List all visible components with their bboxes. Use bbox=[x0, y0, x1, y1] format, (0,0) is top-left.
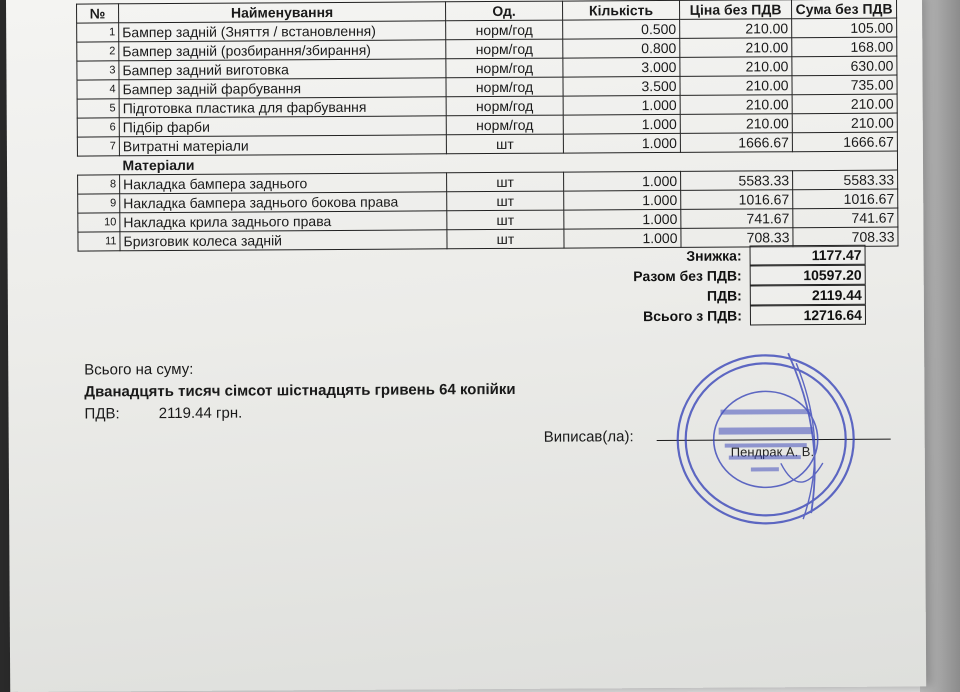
row-number: 2 bbox=[77, 42, 119, 61]
item-name: Накладка крила заднього права bbox=[120, 211, 447, 232]
item-sum: 210.00 bbox=[792, 94, 897, 114]
row-number: 9 bbox=[78, 194, 120, 213]
item-quantity: 0.800 bbox=[563, 38, 680, 58]
item-price: 210.00 bbox=[680, 114, 792, 134]
total-in-words: Дванадцять тисяч сімсот шістнадцять гривень 64 копійки bbox=[84, 380, 516, 401]
issued-by-label: Виписав(ла): bbox=[543, 428, 634, 446]
invoice-table bbox=[76, 0, 898, 252]
vat-summary-label: ПДВ: bbox=[84, 405, 120, 423]
item-name: Бампер задній фарбування bbox=[119, 78, 446, 99]
item-sum: 1016.67 bbox=[793, 189, 898, 209]
item-price: 210.00 bbox=[680, 95, 792, 115]
row-number: 6 bbox=[77, 118, 119, 137]
item-price: 741.67 bbox=[681, 209, 793, 229]
item-price: 1016.67 bbox=[681, 190, 793, 210]
row-number: 1 bbox=[77, 23, 119, 42]
discount-label: Знижка: bbox=[686, 247, 742, 264]
header-name: Найменування bbox=[119, 2, 446, 23]
item-price: 210.00 bbox=[680, 19, 792, 39]
header-unit: Од. bbox=[446, 1, 563, 21]
gross-total-label: Всього з ПДВ: bbox=[643, 307, 742, 325]
net-total-label: Разом без ПДВ: bbox=[633, 267, 742, 285]
invoice-sheet bbox=[6, 0, 926, 692]
item-sum: 210.00 bbox=[792, 113, 897, 133]
item-quantity: 1.000 bbox=[564, 190, 681, 210]
item-unit: норм/год bbox=[446, 115, 563, 135]
item-price: 210.00 bbox=[680, 57, 792, 77]
signer-name: Пендрак А. В. bbox=[730, 444, 815, 460]
section-spacer bbox=[792, 151, 897, 171]
header-sum: Сума без ПДВ bbox=[792, 0, 897, 19]
item-sum: 105.00 bbox=[792, 18, 897, 38]
item-name: Підготовка пластика для фарбування bbox=[119, 97, 446, 118]
section-spacer bbox=[446, 152, 792, 173]
totals-block bbox=[633, 245, 866, 326]
item-quantity: 3.000 bbox=[563, 57, 680, 77]
item-quantity: 1.000 bbox=[564, 228, 681, 248]
total-sum-label: Всього на суму: bbox=[84, 360, 194, 379]
item-unit: норм/год bbox=[446, 58, 563, 78]
item-unit: норм/год bbox=[446, 96, 563, 116]
gross-total-value: 12716.64 bbox=[750, 305, 866, 326]
item-sum: 708.33 bbox=[793, 227, 898, 247]
vat-row bbox=[633, 285, 866, 306]
item-name: Витратні матеріали bbox=[119, 135, 446, 156]
item-name: Накладка бампера заднього бокова права bbox=[120, 192, 447, 213]
net-total-value: 10597.20 bbox=[750, 265, 866, 286]
item-unit: шт bbox=[447, 172, 564, 192]
item-unit: норм/год bbox=[446, 39, 563, 59]
item-name: Бампер задний виготовка bbox=[119, 59, 446, 80]
section-spacer bbox=[77, 156, 119, 175]
item-unit: норм/год bbox=[446, 77, 563, 97]
row-number: 4 bbox=[77, 80, 119, 99]
desk-right-edge bbox=[920, 0, 960, 692]
item-sum: 630.00 bbox=[792, 56, 897, 76]
item-sum: 735.00 bbox=[792, 75, 897, 95]
vat-label: ПДВ: bbox=[706, 287, 742, 304]
item-quantity: 1.000 bbox=[563, 114, 680, 134]
discount-value: 1177.47 bbox=[750, 245, 866, 266]
discount-row bbox=[633, 245, 866, 266]
item-name: Бампер задній (Зняття / встановлення) bbox=[119, 21, 446, 42]
gross-total-row bbox=[633, 305, 866, 326]
item-sum: 741.67 bbox=[793, 208, 898, 228]
item-unit: шт bbox=[447, 229, 564, 249]
row-number: 7 bbox=[77, 137, 119, 156]
item-sum: 1666.67 bbox=[792, 132, 897, 152]
item-unit: шт bbox=[447, 191, 564, 211]
item-quantity: 3.500 bbox=[563, 76, 680, 96]
item-quantity: 1.000 bbox=[563, 133, 680, 153]
materials-section-label: Матеріали bbox=[122, 156, 195, 173]
item-quantity: 0.500 bbox=[563, 19, 680, 39]
item-unit: шт bbox=[446, 134, 563, 154]
row-number: 10 bbox=[78, 213, 120, 232]
vat-summary-amount: 2119.44 грн. bbox=[158, 404, 243, 423]
item-quantity: 1.000 bbox=[564, 171, 681, 191]
item-quantity: 1.000 bbox=[564, 209, 681, 229]
amount-in-words-block bbox=[84, 359, 516, 428]
vat-summary-line bbox=[84, 403, 515, 428]
item-price: 210.00 bbox=[680, 38, 792, 58]
item-unit: норм/год bbox=[446, 20, 563, 40]
company-seal-stamp bbox=[670, 343, 861, 534]
header-price: Ціна без ПДВ bbox=[680, 0, 792, 19]
item-price: 5583.33 bbox=[681, 171, 793, 191]
item-sum: 168.00 bbox=[792, 37, 897, 57]
item-name: Накладка бампера заднього bbox=[120, 173, 447, 194]
item-name: Підбір фарби bbox=[119, 116, 446, 137]
row-number: 8 bbox=[78, 175, 120, 194]
item-name: Бризговик колеса задній bbox=[120, 230, 447, 251]
net-total-row bbox=[633, 265, 866, 286]
item-price: 708.33 bbox=[681, 228, 793, 248]
item-unit: шт bbox=[447, 210, 564, 230]
item-price: 1666.67 bbox=[680, 133, 792, 153]
item-name: Бампер задній (розбирання/збирання) bbox=[119, 40, 446, 61]
row-number: 3 bbox=[77, 61, 119, 80]
vat-value: 2119.44 bbox=[750, 285, 866, 306]
header-num: № bbox=[77, 4, 119, 23]
item-price: 210.00 bbox=[680, 76, 792, 96]
item-quantity: 1.000 bbox=[563, 95, 680, 115]
row-number: 5 bbox=[77, 99, 119, 118]
header-qty: Кількість bbox=[563, 0, 680, 20]
row-number: 11 bbox=[78, 232, 120, 251]
item-sum: 5583.33 bbox=[793, 170, 898, 190]
